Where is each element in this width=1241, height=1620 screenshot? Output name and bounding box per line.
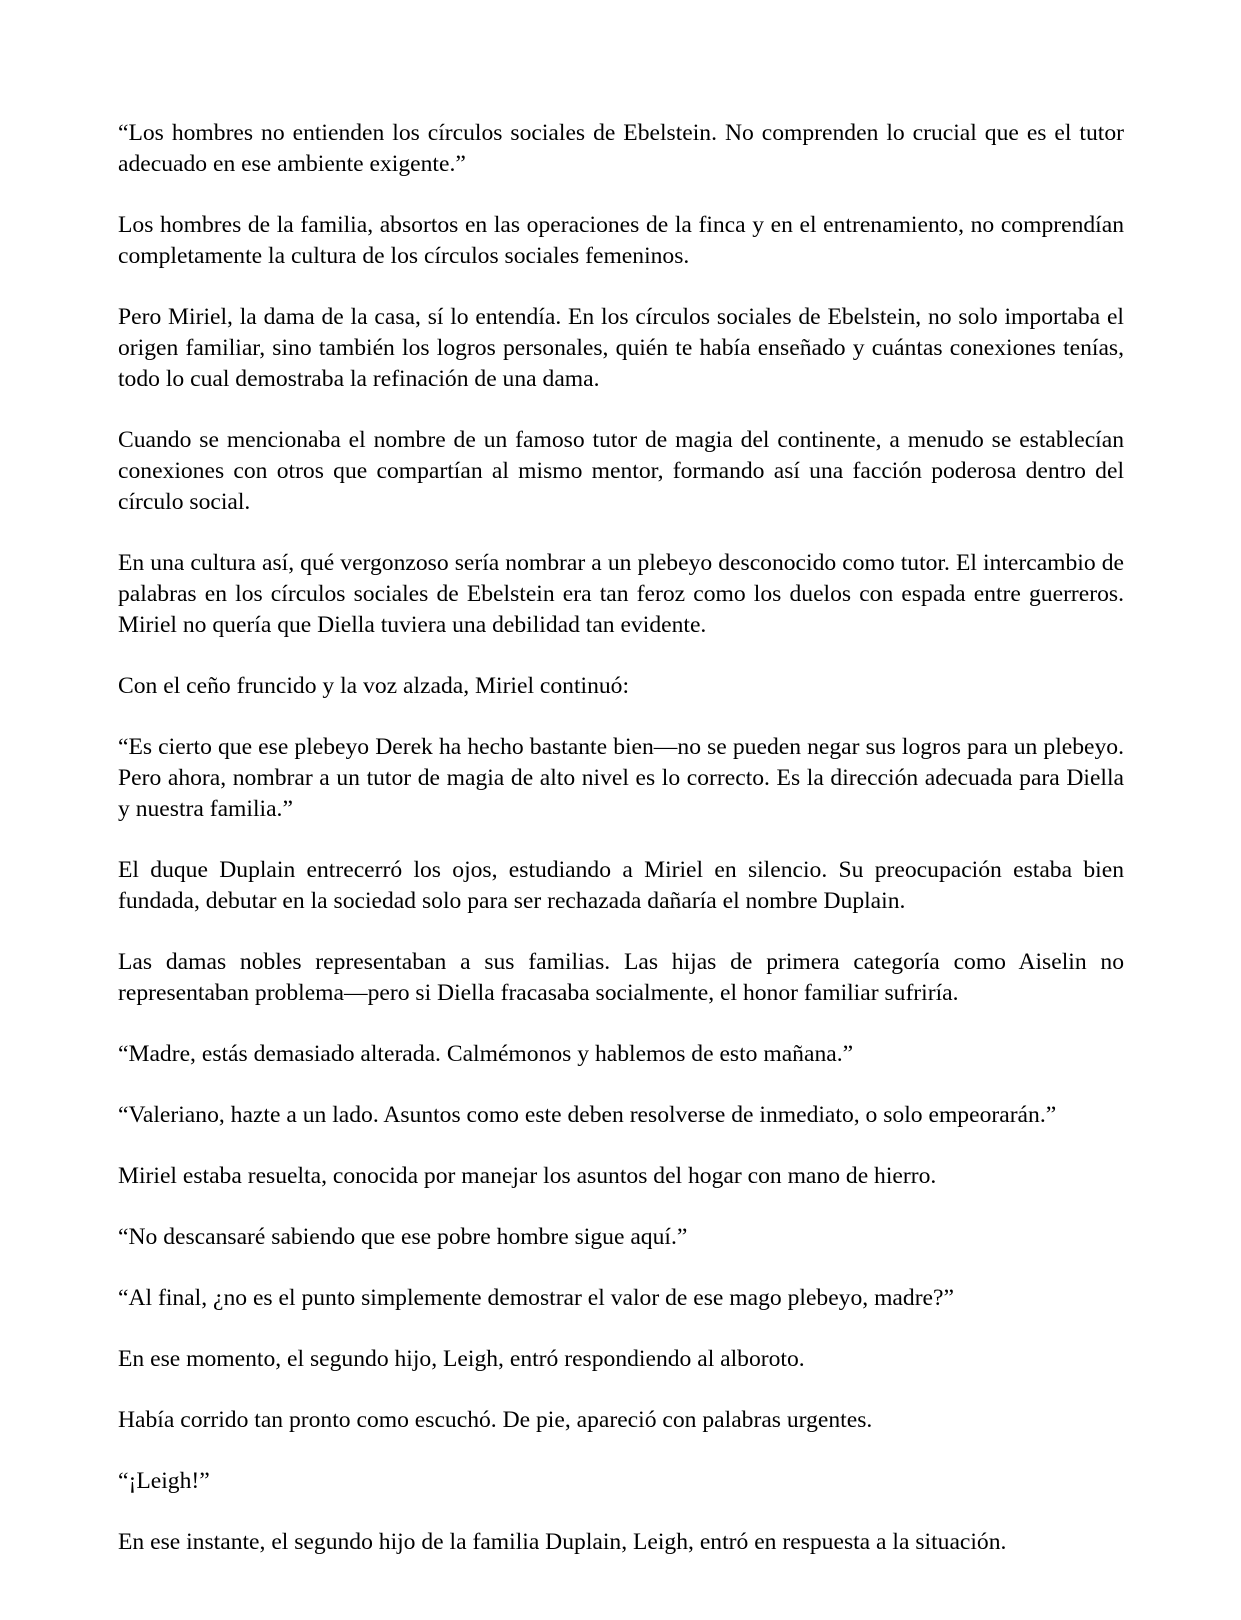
paragraph-12: Miriel estaba resuelta, conocida por manejar los asuntos del hogar con mano de hierro. — [118, 1163, 937, 1189]
paragraph-13: “No descansaré sabiendo que ese pobre hombre sigue aquí.” — [118, 1224, 688, 1250]
paragraph-14: “Al final, ¿no es el punto simplemente demostrar el valor de ese mago plebeyo, madre?” — [118, 1285, 954, 1311]
paragraph-5: En una cultura así, qué vergonzoso sería nombrar a un plebeyo desconocido como tutor. El intercambio de palabras en los círculos sociales de Ebelstein era tan feroz como los duelos con espada entre guerreros. Miriel no quería que Diella tuviera una debilidad tan evidente. — [118, 550, 1124, 638]
paragraph-4: Cuando se mencionaba el nombre de un famoso tutor de magia del continente, a menudo se establecían conexiones con otros que compartían al mismo mentor, formando así una facción poderosa dentro del círculo social. — [118, 427, 1124, 515]
paragraph-16: Había corrido tan pronto como escuchó. De pie, apareció con palabras urgentes. — [118, 1407, 873, 1433]
paragraph-1: “Los hombres no entienden los círculos sociales de Ebelstein. No comprenden lo crucial que es el tutor adecuado en ese ambiente exigente.” — [118, 120, 1124, 177]
paragraph-6: Con el ceño fruncido y la voz alzada, Miriel continuó: — [118, 673, 630, 699]
body-text — [118, 118, 1124, 1588]
paragraph-7: “Es cierto que ese plebeyo Derek ha hecho bastante bien—no se pueden negar sus logros para un plebeyo. Pero ahora, nombrar a un tutor de magia de alto nivel es lo correcto. Es la dirección adecuada para Diella y nuestra familia.” — [118, 734, 1124, 822]
paragraph-10: “Madre, estás demasiado alterada. Calmémonos y hablemos de esto mañana.” — [118, 1041, 854, 1067]
paragraph-3: Pero Miriel, la dama de la casa, sí lo entendía. En los círculos sociales de Ebelstein, no solo importaba el origen familiar, sino también los logros personales, quién te había enseñado y cuántas conexiones tenías, todo lo cual demostraba la refinación de una dama. — [118, 304, 1124, 392]
paragraph-9: Las damas nobles representaban a sus familias. Las hijas de primera categoría como Aiselin no representaban problema—pero si Diella fracasaba socialmente, el honor familiar sufriría. — [118, 949, 1124, 1006]
paragraph-8: El duque Duplain entrecerró los ojos, estudiando a Miriel en silencio. Su preocupación estaba bien fundada, debutar en la sociedad solo para ser rechazada dañaría el nombre Duplain. — [118, 857, 1124, 914]
paragraph-2: Los hombres de la familia, absortos en las operaciones de la finca y en el entrenamiento, no comprendían completamente la cultura de los círculos sociales femeninos. — [118, 212, 1124, 269]
paragraph-18: En ese instante, el segundo hijo de la familia Duplain, Leigh, entró en respuesta a la situación. — [118, 1529, 1007, 1555]
paragraph-15: En ese momento, el segundo hijo, Leigh, entró respondiendo al alboroto. — [118, 1346, 805, 1372]
paragraph-17: “¡Leigh!” — [118, 1468, 210, 1494]
paragraph-11: “Valeriano, hazte a un lado. Asuntos como este deben resolverse de inmediato, o solo empeorarán.” — [118, 1102, 1057, 1128]
